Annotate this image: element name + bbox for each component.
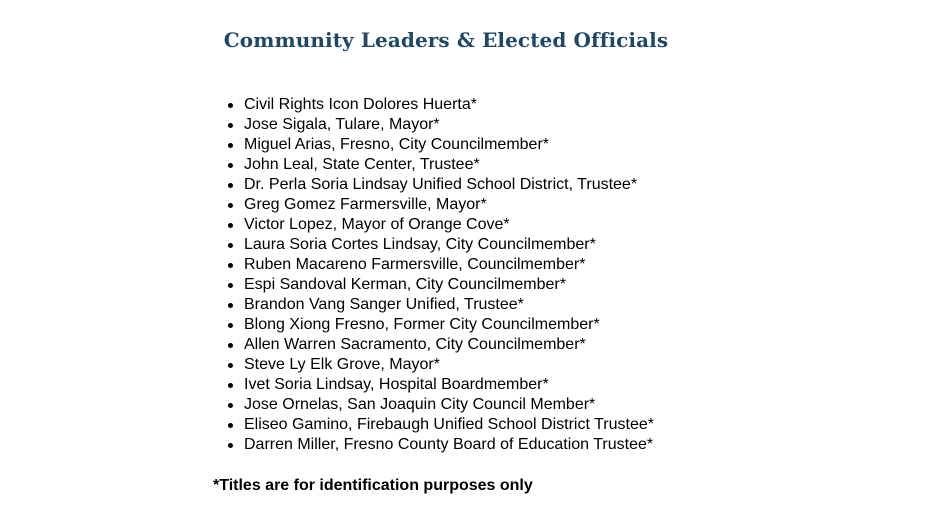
page-title: Community Leaders & Elected Officials bbox=[223, 28, 669, 52]
list-item: Blong Xiong Fresno, Former City Councilmember* bbox=[244, 315, 654, 335]
footnote: *Titles are for identification purposes only bbox=[213, 477, 533, 494]
list-item: Civil Rights Icon Dolores Huerta* bbox=[244, 95, 654, 115]
list-item: Espi Sandoval Kerman, City Councilmember* bbox=[244, 275, 654, 295]
list-item: Miguel Arias, Fresno, City Councilmember* bbox=[244, 135, 654, 155]
list-item: Victor Lopez, Mayor of Orange Cove* bbox=[244, 215, 654, 235]
list-item: John Leal, State Center, Trustee* bbox=[244, 155, 654, 175]
list-item: Ivet Soria Lindsay, Hospital Boardmember* bbox=[244, 375, 654, 395]
list-item: Greg Gomez Farmersville, Mayor* bbox=[244, 195, 654, 215]
list-item: Steve Ly Elk Grove, Mayor* bbox=[244, 355, 654, 375]
list-item: Laura Soria Cortes Lindsay, City Councilmember* bbox=[244, 235, 654, 255]
list-item: Eliseo Gamino, Firebaugh Unified School District Trustee* bbox=[244, 416, 654, 433]
officials-list bbox=[244, 95, 654, 455]
list-item: Jose Ornelas, San Joaquin City Council Member* bbox=[244, 395, 654, 415]
list-item: Brandon Vang Sanger Unified, Trustee* bbox=[244, 295, 654, 315]
list-item: Ruben Macareno Farmersville, Councilmember* bbox=[244, 255, 654, 275]
list-item: Dr. Perla Soria Lindsay Unified School District, Trustee* bbox=[244, 175, 654, 195]
list-item: Allen Warren Sacramento, City Councilmember* bbox=[244, 335, 654, 355]
list-item: Jose Sigala, Tulare, Mayor* bbox=[244, 115, 654, 135]
list-item: Darren Miller, Fresno County Board of Education Trustee* bbox=[244, 436, 654, 453]
